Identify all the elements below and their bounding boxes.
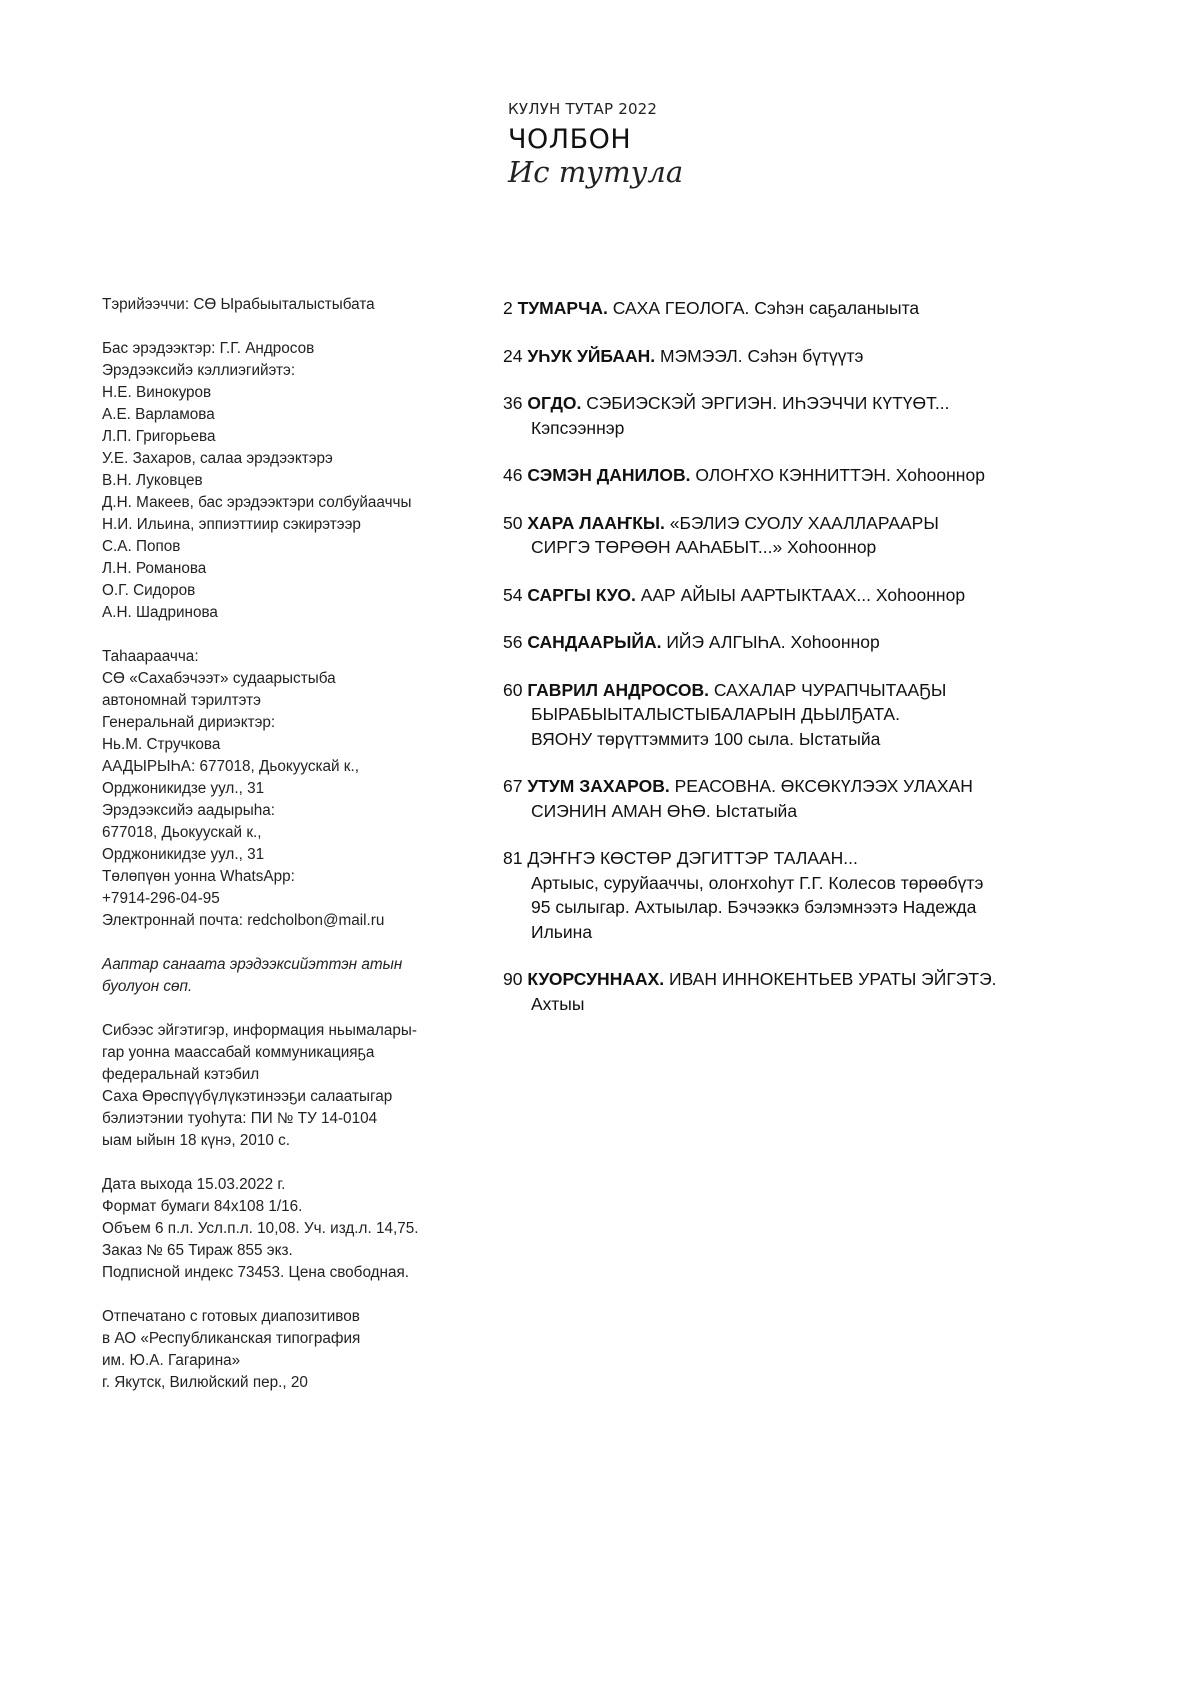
publisher-line: Орджоникидзе уул., 31 — [102, 780, 265, 797]
section-title: Ис тутула — [508, 155, 684, 189]
printer-line: в АО «Республиканская типография — [102, 1330, 361, 1347]
toc-page-number: 90 — [503, 969, 523, 989]
editorial-board — [102, 338, 442, 624]
editorial-line: У.Е. Захаров, салаа эрэдээктэрэ — [102, 450, 333, 467]
editorial-line: Д.Н. Макеев, бас эрэдээктэри солбуйааччы — [102, 494, 412, 511]
toc-author: УТУМ ЗАХАРОВ. — [527, 776, 670, 796]
publisher-line: Генеральнай дириэктэр: — [102, 714, 276, 731]
publisher-line: автономнай тэрилтэтэ — [102, 692, 261, 709]
founder-line: Тэрийээччи: СӨ Ырабыыталыстыбата — [102, 296, 375, 313]
toc-entry — [503, 846, 1073, 944]
toc-entry — [503, 391, 1073, 440]
registration-line: гар уонна маассабай коммуникацияҕа — [102, 1044, 375, 1061]
editorial-line: Н.Е. Винокуров — [102, 384, 212, 401]
printer-line: им. Ю.А. Гагарина» — [102, 1352, 241, 1369]
toc-page-number: 67 — [503, 776, 523, 796]
publisher-line: 677018, Дьокуускай к., — [102, 824, 262, 841]
toc-title: СЭБИЭСКЭЙ ЭРГИЭН. ИҺЭЭЧЧИ КҮТҮӨТ... — [586, 393, 950, 413]
toc-title: РЕАСОВНА. ӨКСӨКҮЛЭЭХ УЛАХАН — [674, 776, 973, 796]
toc-entry — [503, 344, 1073, 369]
toc-entry — [503, 967, 1073, 1016]
print-info-block — [102, 1174, 442, 1284]
toc-page-number: 2 — [503, 298, 518, 318]
toc-author: САРГЫ КУО. — [527, 584, 636, 605]
publisher-line: Электроннай почта: redcholbon@mail.ru — [102, 912, 385, 929]
editorial-line: Л.П. Григорьева — [102, 428, 216, 445]
printer-line: Отпечатано с готовых диапозитивов — [102, 1308, 360, 1325]
toc-author: КУОРСУННААХ. — [527, 969, 665, 989]
toc-entry — [503, 774, 1073, 823]
toc-author: СЭМЭН ДАНИЛОВ. — [527, 465, 691, 485]
toc-title: ААР АЙЫЫ ААРТЫКТААХ... Хоһооннор — [640, 584, 966, 605]
toc-title: МЭМЭЭЛ. Сэһэн бүтүүтэ — [659, 345, 864, 366]
toc-page-number: 54 — [503, 584, 523, 605]
toc-title-continuation: Артыыс, суруйааччы, олоҥхоһут Г.Г. Колесов төрөөбүтэ — [531, 872, 984, 893]
toc-title-continuation: 95 сылыгар. Ахтыылар. Бэчээккэ бэлэмнээтэ Надежда — [531, 897, 977, 917]
toc-page-number: 24 — [503, 345, 523, 366]
issue-label: КУЛУН ТУТАР 2022 — [508, 100, 658, 118]
editorial-line: Л.Н. Романова — [102, 560, 207, 577]
toc-title: САХА ГЕОЛОГА. Сэһэн саҕаланыыта — [612, 298, 920, 318]
publisher-block — [102, 646, 442, 932]
publisher-line: +7914-296-04-95 — [102, 890, 220, 907]
print-info-line: Формат бумаги 84х108 1/16. — [102, 1198, 303, 1215]
toc-title-continuation: СИРГЭ ТӨРӨӨН ААҺАБЫТ...» Хоһооннор — [531, 537, 877, 557]
toc-entry — [503, 463, 1073, 488]
toc-title-continuation: СИЭНИН АМАН ӨҺӨ. Ыстатыйа — [531, 800, 798, 821]
toc-title: ИВАН ИННОКЕНТЬЕВ УРАТЫ ЭЙГЭТЭ. — [669, 969, 997, 989]
editorial-line: А.Е. Варламова — [102, 406, 215, 423]
publisher-line: Таһаараачча: — [102, 648, 199, 665]
toc-title-continuation: ВЯОНУ төрүттэммитэ 100 сыла. Ыстатыйа — [531, 728, 881, 749]
editorial-line: В.Н. Луковцев — [102, 472, 203, 489]
print-info-line: Дата выхода 15.03.2022 г. — [102, 1176, 286, 1193]
editorial-line: Бас эрэдээктэр: Г.Г. Андросов — [102, 340, 315, 357]
editorial-line: О.Г. Сидоров — [102, 582, 196, 599]
toc-title: ОЛОҤХО КЭННИТТЭН. Хоһооннор — [695, 465, 985, 485]
toc-author: ТУМАРЧА. — [517, 298, 608, 318]
toc-entry — [503, 511, 1073, 560]
imprint-column — [102, 294, 442, 1416]
publisher-line: Орджоникидзе уул., 31 — [102, 846, 265, 863]
editorial-line: Эрэдээксийэ кэллиэгийэтэ: — [102, 362, 296, 379]
toc-title-continuation: Ильина — [531, 921, 593, 942]
editorial-line: А.Н. Шадринова — [102, 604, 218, 621]
publisher-line: Нь.М. Стручкова — [102, 736, 221, 753]
registration-line: ыам ыйын 18 күнэ, 2010 с. — [102, 1132, 291, 1149]
toc-page-number: 56 — [503, 632, 523, 652]
publisher-line: ААДЫРЫҺА: 677018, Дьокуускай к., — [102, 758, 359, 775]
publisher-line: Эрэдээксийэ аадырыһа: — [102, 802, 276, 819]
editorial-line: Н.И. Ильина, эппиэттиир сэкирэтээр — [102, 516, 361, 533]
magazine-title: ЧОЛБОН — [508, 124, 632, 155]
toc-page-number: 46 — [503, 465, 523, 485]
printer-line: г. Якутск, Вилюйский пер., 20 — [102, 1374, 308, 1391]
registration-line: Сибээс эйгэтигэр, информация ньымалары- — [102, 1022, 417, 1039]
toc-title: ИЙЭ АЛГЫҺА. Хоһооннор — [666, 632, 880, 652]
toc-author: САНДААРЫЙА. — [527, 632, 662, 652]
toc-entry — [503, 583, 1073, 608]
toc-entry — [503, 630, 1073, 655]
toc-page-number: 50 — [503, 512, 523, 533]
table-of-contents — [503, 296, 1073, 1039]
print-info-line: Объем 6 п.л. Усл.п.л. 10,08. Уч. изд.л. 14,75. — [102, 1220, 419, 1237]
toc-title: САХАЛАР ЧУРАПЧЫТААҔЫ — [713, 679, 947, 700]
publisher-line: Төлөпүөн уонна WhatsApp: — [102, 868, 295, 885]
toc-entry — [503, 296, 1073, 321]
print-info-line: Подписной индекс 73453. Цена свободная. — [102, 1264, 410, 1281]
registration-line: федеральнай кэтэбил — [102, 1066, 260, 1083]
masthead — [508, 100, 683, 189]
toc-title: «БЭЛИЭ СУОЛУ ХААЛЛАРААРЫ — [669, 512, 939, 533]
registration-line: Саха Өрөспүүбүлүкэтинээҕи салаатыгар — [102, 1088, 393, 1105]
editorial-line: С.А. Попов — [102, 538, 181, 555]
registration-block — [102, 1020, 442, 1152]
toc-page-number: 36 — [503, 393, 523, 413]
print-info-line: Заказ № 65 Тираж 855 экз. — [102, 1242, 293, 1259]
toc-author: ГАВРИЛ АНДРОСОВ. — [527, 679, 709, 700]
printer-block — [102, 1306, 442, 1394]
toc-page-number: 81 — [503, 848, 523, 868]
toc-title-continuation: Кэпсээннэр — [531, 417, 625, 438]
toc-author: УҺУК УЙБААН. — [527, 345, 656, 366]
founder-block — [102, 294, 442, 316]
toc-entry — [503, 678, 1073, 752]
toc-title-continuation: Ахтыы — [531, 993, 585, 1014]
disclaimer-block — [102, 954, 442, 998]
toc-author: ХАРА ЛААҤКЫ. — [527, 512, 665, 533]
toc-page-number: 60 — [503, 679, 523, 700]
toc-author: ОГДО. — [527, 393, 582, 413]
registration-line: бэлиэтэнии туоһута: ПИ № ТУ 14-0104 — [102, 1110, 378, 1127]
publisher-line: СӨ «Сахабэчээт» судаарыстыба — [102, 670, 336, 687]
toc-title: ДЭҤҤЭ КӨСТӨР ДЭГИТТЭР ТАЛААН... — [527, 848, 858, 868]
toc-title-continuation: БЫРАБЫЫТАЛЫСТЫБАЛАРЫН ДЬЫЛҔАТА. — [531, 704, 900, 724]
disclaimer-note: Ааптар санаата эрэдээксийэттэн атын буолуон сөп. — [102, 956, 403, 995]
